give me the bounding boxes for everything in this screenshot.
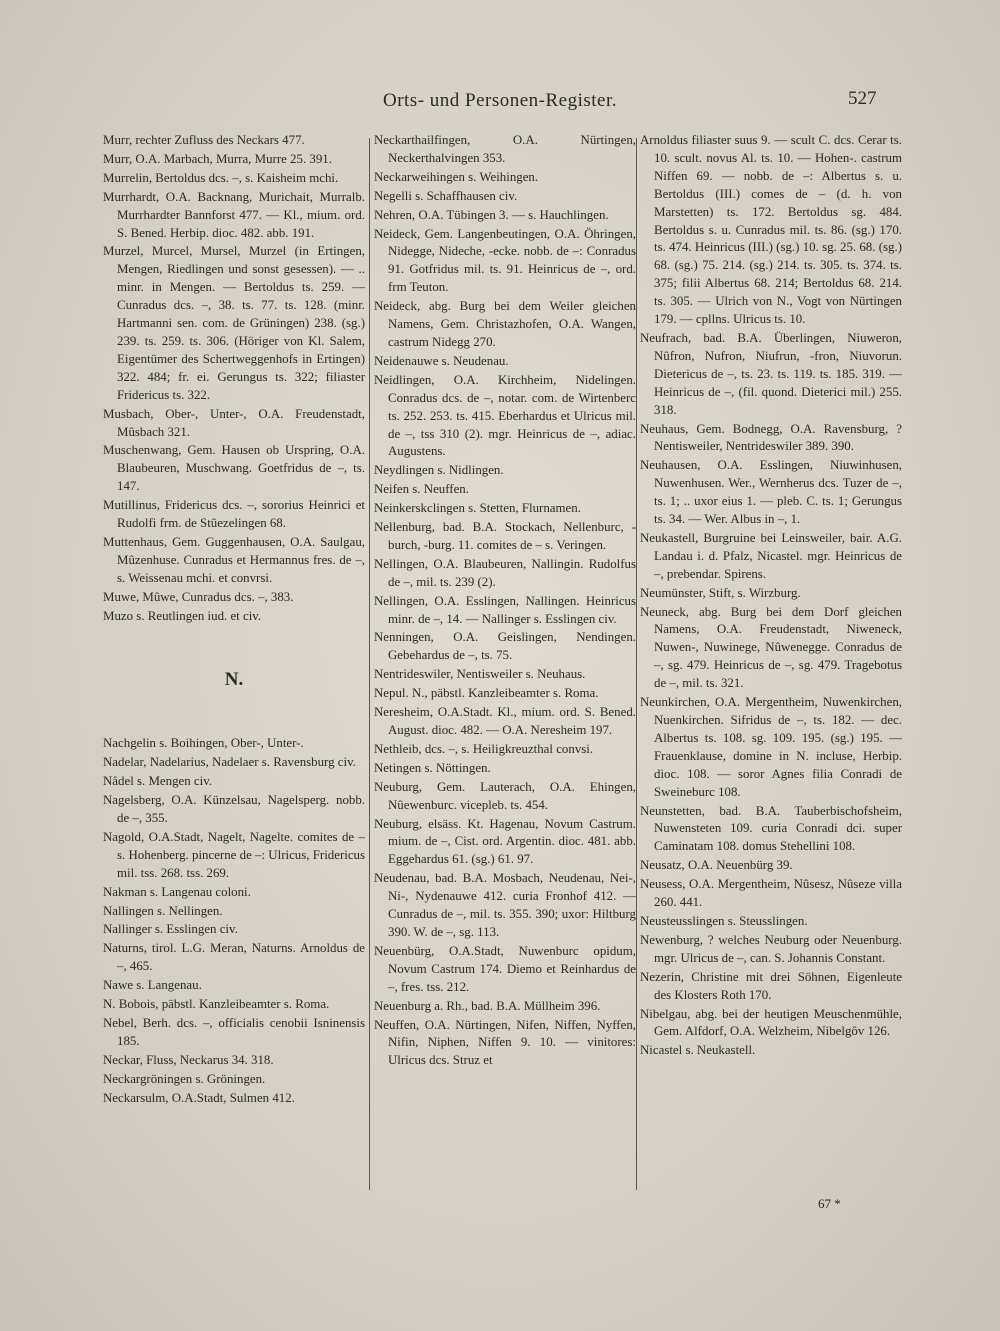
index-entry: Neresheim, O.A.Stadt. Kl., mium. ord. S. Bened. August. dioc. 482. — O.A. Neresheim 197. <box>374 705 636 737</box>
index-entry: Murr, rechter Zufluss des Neckars 477. <box>103 133 305 147</box>
index-entry: Neideck, abg. Burg bei dem Weiler gleichen Namens, Gem. Christazhofen, O.A. Wangen, castrum Nidegg 270. <box>374 299 636 349</box>
index-entry: Negelli s. Schaffhausen civ. <box>374 188 518 203</box>
column-divider <box>636 138 637 1190</box>
index-entry: Muttenhaus, Gem. Guggenhausen, O.A. Saulgau, Mûzenhuse. Cunradus et Hermannus fres. de –, s. Weissenau mchi. et convrsi. <box>103 534 365 585</box>
index-entry: Murrelin, Bertoldus dcs. –, s. Kaisheim mchi. <box>103 170 339 185</box>
index-entry: Nellenburg, bad. B.A. Stockach, Nellenburc, -burch, -burg. 11. comites de – s. Veringen. <box>374 520 636 552</box>
index-entry: Neckarsulm, O.A.Stadt, Sulmen 412. <box>103 1090 295 1105</box>
index-entry: Neuenbürg, O.A.Stadt, Nuwenburc opidum, Novum Castrum 174. Diemo et Reinhardus de –, fres. tss. 212. <box>374 943 636 994</box>
index-entry: Neudenau, bad. B.A. Mosbach, Neudenau, Nei-, Ni-, Nydenauwe 412. curia Fronhof 412. — Cunradus de –, mil. ts. 355. 390; uxor: Hiltburg 390. W. de –, sg. 113. <box>374 871 636 939</box>
index-entry: Nellingen, O.A. Esslingen, Nallingen. Heinricus minr. de –, 14. — Nallinger s. Esslingen civ. <box>374 593 636 626</box>
index-entry: Arnoldus filiaster suus 9. — scult C. dcs. Cerar ts. 10. scult. novus Al. ts. 10. — Hohen-. castrum Niffen 69. — nobb. de –: Albertus s. u. Bertoldus (III.) comes de – (d. h. von Marstetten) ts. 172. Bertoldus sg. 484. Bertoldus s. u. Cunradus mil. ts. 86. (sg.) 170. ts. 474. Heinricus (III.) (sg.) 10. sg. 25. 68. (sg.) 68. (sg.) 75. 214. (sg.) 214. ts. 305. ts. 374. ts. 375; filii Albertus 68. 214; Bertoldus 68. 214. ts. 305. — Ulrich von N., Vogt von Nürtingen 179. — cpllns. Ulricus ts. 10. <box>640 133 902 327</box>
index-entry: Neunstetten, bad. B.A. Tauberbischofsheim, Nuwensteten 109. curia Conradi dci. super Caminatam 108. domus Stehellini 108. <box>640 803 902 854</box>
index-column-1 <box>103 132 365 1109</box>
index-entry: Neuhausen, O.A. Esslingen, Niuwinhusen, Nuwenhusen. Wer., Wernherus dcs. Tuzer de –, ts. 1; .. uxor eius 1. — pleb. C. ts. 1; Gerungus ts. 34. — Wer. Albus in –, 1. <box>640 458 902 527</box>
index-entry: Musbach, Ober-, Unter-, O.A. Freudenstadt, Mûsbach 321. <box>103 406 365 439</box>
index-entry: Nezerin, Christine mit drei Söhnen, Eigenleute des Klosters Roth 170. <box>640 969 902 1002</box>
index-entry: Neydlingen s. Nidlingen. <box>374 463 504 478</box>
index-entry: Nakman s. Langenau coloni. <box>103 884 251 899</box>
index-column-2 <box>374 132 636 1071</box>
index-entry: Murr, O.A. Marbach, Murra, Murre 25. 391. <box>103 151 332 166</box>
index-entry: Nebel, Berh. dcs. –, officialis cenobii Isninensis 185. <box>103 1015 365 1048</box>
index-entry: Neinkerskclingen s. Stetten, Flurnamen. <box>374 501 581 516</box>
index-entry: Neidenauwe s. Neudenau. <box>374 353 509 368</box>
index-entry: Nawe s. Langenau. <box>103 978 202 993</box>
column-divider <box>369 138 370 1190</box>
index-entry: Naturns, tirol. L.G. Meran, Naturns. Arnoldus de –, 465. <box>103 941 365 974</box>
index-entry: Nenningen, O.A. Geislingen, Nendingen. Gebehardus de –, ts. 75. <box>374 630 636 663</box>
page-number: 527 <box>848 88 877 109</box>
index-entry: Nagelsberg, O.A. Künzelsau, Nagelsperg. nobb. de –, 355. <box>103 793 365 825</box>
index-entry: Nibelgau, abg. bei der heutigen Meuschenmühle, Gem. Alfdorf, O.A. Welzheim, Nibelgôv 126. <box>640 1006 902 1039</box>
index-entry: Nentrideswiler, Nentisweiler s. Neuhaus. <box>374 667 586 682</box>
index-entry: Neuhaus, Gem. Bodnegg, O.A. Ravensburg, ? Nentisweiler, Nentrideswiler 389. 390. <box>640 421 902 454</box>
index-entry: Neusess, O.A. Mergentheim, Nûsesz, Nûseze villa 260. 441. <box>640 877 902 910</box>
index-entry: Neukastell, Burgruine bei Leinsweiler, bair. A.G. Landau i. d. Pfalz, Nicastel. mgr. Heinricus de –, prebendar. Spirens. <box>640 530 902 581</box>
index-entry: Neckarthailfingen, O.A. Nürtingen, Neckerthalvingen 353. <box>374 133 636 165</box>
index-entry: Nepul. N., päbstl. Kanzleibeamter s. Roma. <box>374 686 599 701</box>
index-entry: Neckargröningen s. Gröningen. <box>103 1071 266 1086</box>
index-entry: Neuburg, elsäss. Kt. Hagenau, Novum Castrum. mium. de –, Cist. ord. Argentin. dioc. 481. abb. Eggehardus 61. (sg.) 61. 97. <box>374 816 636 867</box>
index-entry: Newenburg, ? welches Neuburg oder Neuenburg. mgr. Ulricus de –, can. S. Johannis Constant. <box>640 932 902 965</box>
index-entry: Murzel, Murcel, Mursel, Murzel (in Ertingen, Mengen, Riedlingen und sonst gesessen). — .. minr. in Mengen. — Bertoldus ts. 259. — Cunradus dcs. –, 38. ts. 77. ts. 128. (minr. Hartmanni sen. com. de Grüningen) 238. (sg.) 239. ts. 259. ts. 306. (Höriger von Kl. Salem, Eigentümer des Schertweggenhofs in Ertingen) 322. 484; fr. ei. Gerungus ts. 322; filiaster Fridericus ts. 322. <box>103 244 365 402</box>
index-column-3 <box>640 132 902 1061</box>
index-entry: Nethleib, dcs. –, s. Heiligkreuzthal convsi. <box>374 741 594 756</box>
index-entry: Muzo s. Reutlingen iud. et civ. <box>103 608 262 623</box>
index-entry: Nallinger s. Esslingen civ. <box>103 922 238 937</box>
index-entry: Neumünster, Stift, s. Wirzburg. <box>640 585 801 600</box>
index-entry: Netingen s. Nöttingen. <box>374 760 491 775</box>
index-entry: Mutillinus, Fridericus dcs. –, sororius Heinrici et Rudolfi frm. de Stûezelingen 68. <box>103 498 365 531</box>
index-entry: Nachgelin s. Boihingen, Ober-, Unter-. <box>103 736 304 751</box>
index-entry: Nehren, O.A. Tübingen 3. — s. Hauchlingen. <box>374 207 609 222</box>
index-entry: N. Bobois, päbstl. Kanzleibeamter s. Roma. <box>103 997 330 1012</box>
index-entry: Murrhardt, O.A. Backnang, Murichait, Murralb. Murrhardter Bannforst 477. — Kl., mium. ord. S. Bened. Herbip. dioc. 482. abb. 191. <box>103 189 365 240</box>
index-entry: Nicastel s. Neukastell. <box>640 1043 756 1058</box>
index-entry: Neuenburg a. Rh., bad. B.A. Müllheim 396. <box>374 998 601 1013</box>
index-entry: Neifen s. Neuffen. <box>374 482 469 497</box>
index-entry: Nallingen s. Nellingen. <box>103 903 223 918</box>
index-entry: Neuffen, O.A. Nürtingen, Nifen, Niffen, Nyffen, Nifin, Niphen, Niffen 9. 10. — vinitores: Ulricus dcs. Struz et <box>374 1017 636 1068</box>
index-entry: Neideck, Gem. Langenbeutingen, O.A. Öhringen, Nidegge, Nideche, -ecke. nobb. de –: Conradus 91. Gotfridus mil. ts. 91. Heinricus de –, ord. frm Teuton. <box>374 226 636 295</box>
index-entry: Muwe, Mûwe, Cunradus dcs. –, 383. <box>103 589 294 604</box>
index-entry: Neunkirchen, O.A. Mergentheim, Nuwenkirchen, Nuenkirchen. Sifridus de –, ts. 182. — dec. Albertus ts. 108. sg. 109. 195. (sg.) 195. — Frauenklause, domine in N. incluse, Herbip. dioc. 108. — soror Agnes filia Conradi de Sweineburc 108. <box>640 695 902 799</box>
index-entry: Neckarweihingen s. Weihingen. <box>374 169 539 184</box>
index-entry: Neusatz, O.A. Neuenbürg 39. <box>640 858 793 873</box>
index-entry: Nagold, O.A.Stadt, Nagelt, Nagelte. comites de – s. Hohenberg. pincerne de –: Ulricus, Fridericus mil. tss. 268. tss. 269. <box>103 829 365 880</box>
section-letter: N. <box>224 669 244 691</box>
index-entry: Neuburg, Gem. Lauterach, O.A. Ehingen, Nûewenburc. vicepleb. ts. 454. <box>374 779 636 812</box>
index-entry: Neufrach, bad. B.A. Überlingen, Niuweron, Nûfron, Nufron, Niufrun, -fron, Niuvorun. Dietericus de –, ts. 23. ts. 119. ts. 185. 319. — Heinricus de –, (fil. quond. Dieterici mil.) 255. 318. <box>640 330 902 417</box>
index-entry: Neckar, Fluss, Neckarus 34. 318. <box>103 1052 274 1067</box>
index-entry: Nadelar, Nadelarius, Nadelaer s. Ravensburg civ. <box>103 755 356 770</box>
index-entry: Neusteusslingen s. Steusslingen. <box>640 913 808 928</box>
index-entry: Nellingen, O.A. Blaubeuren, Nallingin. Rudolfus de –, mil. ts. 239 (2). <box>374 556 636 589</box>
index-entry: Muschenwang, Gem. Hausen ob Urspring, O.A. Blaubeuren, Muschwang. Goetfridus de –, ts. 147. <box>103 443 365 494</box>
signature-mark: 67 * <box>818 1196 841 1211</box>
index-entry: Nâdel s. Mengen civ. <box>103 774 213 789</box>
page-header-title: Orts- und Personen-Register. <box>382 90 618 111</box>
index-entry: Neuneck, abg. Burg bei dem Dorf gleichen Namens, O.A. Freudenstadt, Niweneck, Nuwen-, Nuwinege, Nûwenegge. Conradus de –, sg. 479. Heinricus de –, sg. 479. Tragebotus de –, mil. ts. 321. <box>640 604 902 691</box>
index-entry: Neidlingen, O.A. Kirchheim, Nidelingen. Conradus dcs. de –, notar. com. de Wirtenberc ts. 252. 253. ts. 415. Eberhardus et Ulricus mil. de –, tss 310 (2). mgr. Heinricus de –, adiac. Augustens. <box>374 372 636 459</box>
